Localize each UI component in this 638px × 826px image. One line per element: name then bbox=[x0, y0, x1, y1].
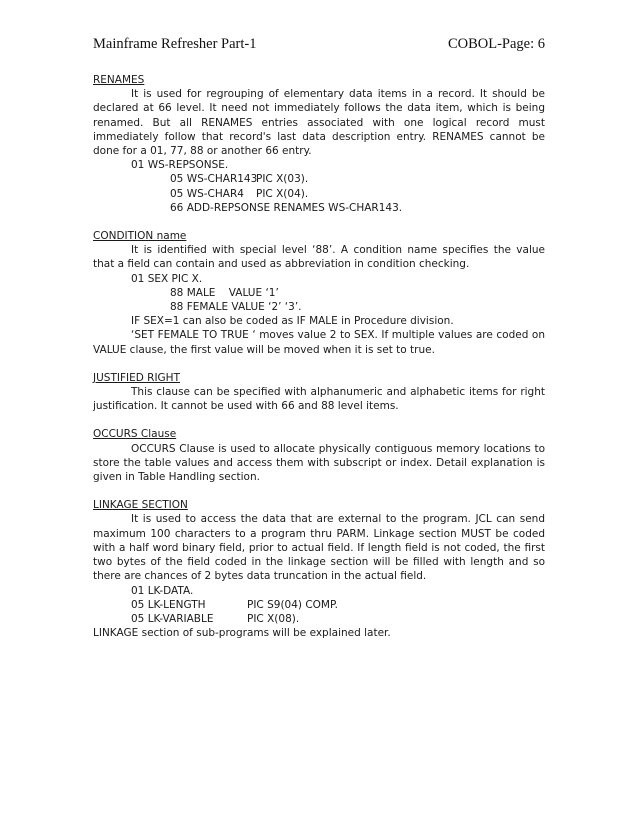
renames-heading: RENAMES bbox=[93, 74, 145, 86]
linkage-section bbox=[93, 498, 545, 640]
code-pic: PIC S9(04) COMP. bbox=[247, 598, 339, 611]
occurs-section bbox=[93, 427, 545, 484]
linkage-heading: LINKAGE SECTION bbox=[93, 499, 188, 512]
linkage-paragraph: It is used to access the data that are external to the program. JCL can send maximum 100 characters to a program thru PARM. Linkage section MUST be coded with a half word binary field, prior to actual field. If length field is not coded, the first two bytes of the field coded in the linkage section will be filled with length and so there are chances of 2 bytes data truncation in the actual field. bbox=[93, 513, 545, 583]
code-pic: PIC X(08). bbox=[247, 612, 300, 625]
page-header bbox=[93, 36, 545, 56]
code-pic: PIC X(04). bbox=[256, 187, 309, 200]
condition-section bbox=[93, 229, 545, 357]
code-line: 88 FEMALE VALUE ‘2’ ‘3’. bbox=[170, 301, 302, 314]
renames-section bbox=[93, 73, 545, 215]
document-title: Mainframe Refresher Part-1 bbox=[93, 36, 257, 52]
justified-heading: JUSTIFIED RIGHT bbox=[93, 371, 180, 384]
code-line: 01 SEX PIC X. bbox=[131, 272, 203, 285]
code-line: 66 ADD-REPSONSE RENAMES WS-CHAR143. bbox=[170, 201, 403, 214]
code-line bbox=[93, 612, 545, 626]
renames-paragraph: It is used for regrouping of elementary data items in a record. It should be declared at 66 level. It need not immediately follows the data item, which is being renamed. But all RENAMES entries associated with one logical record must immediately follow that record's last data description entry. RENAMES cannot be done for a 01, 77, 88 or another 66 entry. bbox=[93, 88, 545, 158]
justified-paragraph: This clause can be specified with alphanumeric and alphabetic items for right justification. It cannot be used with 66 and 88 level items. bbox=[93, 386, 545, 413]
code-line: 01 LK-DATA. bbox=[131, 584, 194, 597]
code-field: 05 WS-CHAR143 bbox=[170, 173, 258, 186]
code-field: 05 LK-LENGTH bbox=[131, 598, 206, 611]
linkage-closing-line: LINKAGE section of sub-programs will be explained later. bbox=[93, 627, 391, 640]
code-line: 01 WS-REPSONSE. bbox=[131, 159, 229, 172]
condition-heading: CONDITION name bbox=[93, 230, 187, 243]
condition-paragraph-2: IF SEX=1 can also be coded as IF MALE in Procedure division. bbox=[131, 315, 454, 328]
page-number: COBOL-Page: 6 bbox=[447, 36, 545, 52]
code-pic: PIC X(03). bbox=[256, 173, 309, 186]
code-line bbox=[93, 172, 545, 186]
code-line bbox=[93, 187, 545, 201]
code-line bbox=[93, 598, 545, 612]
condition-paragraph: It is identified with special level ‘88’. A condition name specifies the value that a field can contain and used as abbreviation in condition checking. bbox=[93, 244, 545, 271]
code-field: 05 WS-CHAR4 bbox=[170, 187, 244, 200]
code-line: 88 MALE VALUE ‘1’ bbox=[170, 286, 279, 299]
justified-section bbox=[93, 371, 545, 414]
condition-paragraph-3: ‘SET FEMALE TO TRUE ‘ moves value 2 to SEX. If multiple values are coded on VALUE clause, the first value will be moved when it is set to true. bbox=[93, 329, 545, 356]
code-field: 05 LK-VARIABLE bbox=[131, 612, 214, 625]
occurs-paragraph: OCCURS Clause is used to allocate physically contiguous memory locations to store the table values and access them with subscript or index. Detail explanation is given in Table Handling section. bbox=[93, 442, 545, 484]
occurs-heading: OCCURS Clause bbox=[93, 428, 177, 441]
page-body bbox=[93, 73, 545, 654]
